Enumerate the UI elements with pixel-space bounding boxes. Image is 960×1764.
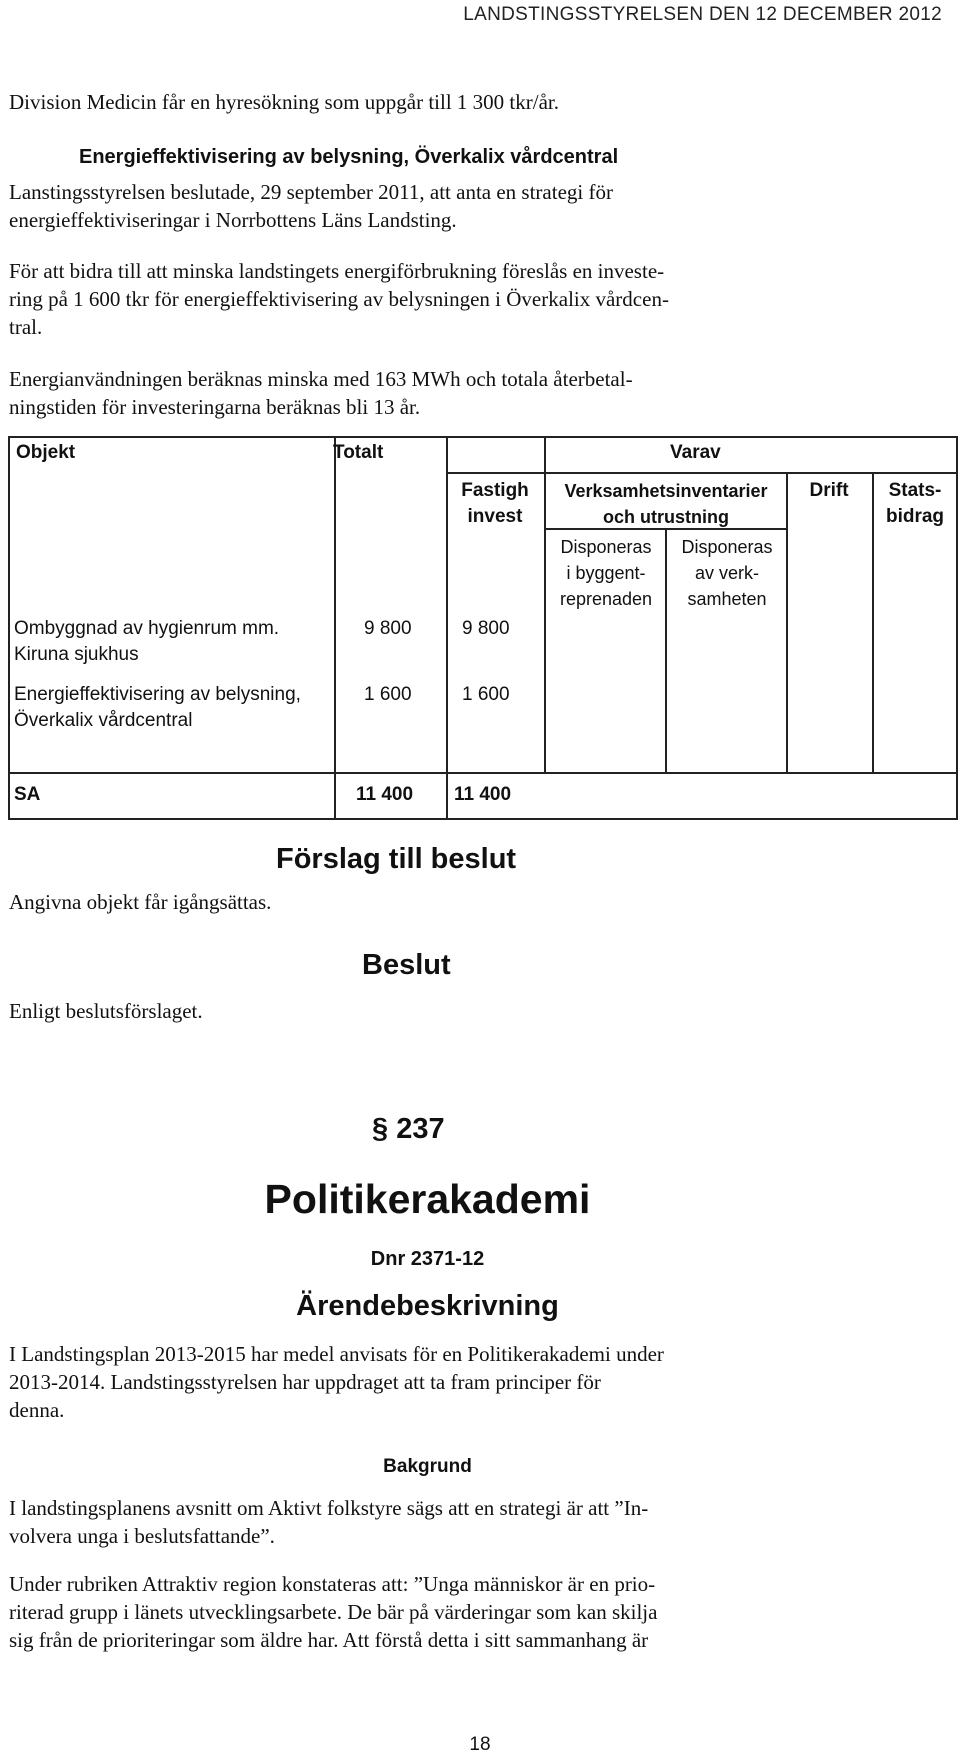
col-header-statsbidrag bbox=[872, 478, 958, 530]
paragraph bbox=[9, 257, 809, 341]
page-title: Politikerakademi bbox=[264, 1176, 591, 1222]
cell-line: Ombyggnad av hygienrum mm. bbox=[14, 618, 280, 639]
header-line: Disponeras bbox=[681, 537, 773, 557]
paragraph-line: För att bidra till att minska landstingets energiförbrukning föreslås en investe- bbox=[9, 259, 665, 283]
page-number: 18 bbox=[469, 1734, 491, 1755]
col-header-fastigh-invest bbox=[446, 478, 544, 530]
budget-table bbox=[8, 436, 958, 820]
header-line: Verksamhetsinventarier bbox=[564, 481, 768, 501]
bakgrund-heading: Bakgrund bbox=[383, 1456, 472, 1477]
paragraph bbox=[9, 1340, 809, 1424]
table-sum-totalt: 11 400 bbox=[356, 784, 414, 805]
header-line: invest bbox=[467, 506, 523, 527]
table-row-totalt: 1 600 bbox=[364, 684, 412, 705]
paragraph bbox=[9, 1570, 809, 1654]
header-line: reprenaden bbox=[559, 589, 653, 609]
forslag-heading: Förslag till beslut bbox=[276, 843, 517, 875]
paragraph-line: ring på 1 600 tkr för energieffektivisering av belysningen i Överkalix vårdcen- bbox=[9, 287, 669, 311]
header-line: Fastigh bbox=[461, 480, 529, 501]
paragraph-line: Under rubriken Attraktiv region konstateras att: ”Unga människor är en prio- bbox=[9, 1572, 656, 1596]
section-heading: Energieffektivisering av belysning, Överkalix vårdcentral bbox=[79, 146, 619, 168]
paragraph-line: Energianvändningen beräknas minska med 163 MWh och totala återbetal- bbox=[9, 367, 633, 391]
paragraph-line: riterad grupp i länets utvecklingsarbete. De bär på värderingar som kan skilja bbox=[9, 1600, 658, 1624]
col-header-verksamhetsinventarier bbox=[546, 478, 786, 530]
paragraph-line: tral. bbox=[9, 315, 43, 339]
page-header: LANDSTINGSSTYRELSEN DEN 12 DECEMBER 2012 bbox=[463, 4, 942, 25]
table-row-fastigh: 1 600 bbox=[462, 684, 510, 705]
paragraph-line: sig från de prioriteringar som äldre har. Att förstå detta i sitt sammanhang är bbox=[9, 1628, 649, 1652]
paragraph-number-value: 237 bbox=[396, 1113, 445, 1145]
col-header-drift: Drift bbox=[809, 480, 849, 501]
header-line: av verk- bbox=[694, 563, 759, 583]
table-divider bbox=[786, 472, 788, 772]
header-line: i byggent- bbox=[566, 563, 646, 583]
table-sum-fastigh: 11 400 bbox=[454, 784, 512, 805]
col-header-disponeras-verksamheten bbox=[667, 534, 787, 612]
table-sum-label: SA bbox=[14, 784, 41, 805]
paragraph-line: I landstingsplanens avsnitt om Aktivt folkstyre sägs att en strategi är att ”In- bbox=[9, 1496, 649, 1520]
table-row-objekt bbox=[14, 616, 279, 668]
header-line: Stats- bbox=[888, 480, 942, 501]
table-row-fastigh: 9 800 bbox=[462, 618, 510, 639]
paragraph-sign-icon: § bbox=[372, 1113, 389, 1145]
header-line: samheten bbox=[687, 589, 767, 609]
paragraph-number bbox=[372, 1113, 445, 1146]
paragraph-line: ningstiden för investeringarna beräknas bli 13 år. bbox=[9, 395, 421, 419]
header-line: och utrustning bbox=[603, 507, 729, 527]
col-header-disponeras-byggentreprenaden bbox=[546, 534, 666, 612]
paragraph-line: Lanstingsstyrelsen beslutade, 29 september 2011, att anta en strategi för bbox=[9, 180, 613, 204]
intro-line: Division Medicin får en hyresökning som uppgår till 1 300 tkr/år. bbox=[9, 90, 559, 114]
cell-line: Överkalix vårdcentral bbox=[14, 710, 193, 731]
paragraph bbox=[9, 178, 809, 234]
subheading: Ärendebeskrivning bbox=[296, 1290, 559, 1322]
cell-line: Kiruna sjukhus bbox=[14, 644, 139, 665]
beslut-heading: Beslut bbox=[362, 949, 451, 981]
paragraph bbox=[9, 365, 809, 421]
col-header-totalt: Totalt bbox=[333, 442, 384, 463]
table-divider bbox=[334, 438, 336, 818]
dnr-label: Dnr 2371-12 bbox=[370, 1248, 485, 1270]
header-line: Disponeras bbox=[560, 537, 652, 557]
table-row-objekt bbox=[14, 682, 301, 734]
beslut-text: Enligt beslutsförslaget. bbox=[9, 999, 203, 1023]
col-header-objekt: Objekt bbox=[16, 442, 76, 463]
cell-line: Energieffektivisering av belysning, bbox=[14, 684, 301, 705]
paragraph-line: 2013-2014. Landstingsstyrelsen har uppdraget att ta fram principer för bbox=[9, 1370, 601, 1394]
table-divider bbox=[446, 472, 956, 474]
paragraph-line: volvera unga i beslutsfattande”. bbox=[9, 1524, 275, 1548]
header-line: bidrag bbox=[885, 506, 945, 527]
paragraph-line: I Landstingsplan 2013-2015 har medel anvisats för en Politikerakademi under bbox=[9, 1342, 664, 1366]
forslag-text: Angivna objekt får igångsättas. bbox=[9, 890, 272, 914]
table-divider bbox=[10, 772, 956, 774]
table-row-totalt: 9 800 bbox=[364, 618, 412, 639]
paragraph-line: denna. bbox=[9, 1398, 65, 1422]
paragraph bbox=[9, 1494, 809, 1550]
paragraph-line: energieffektiviseringar i Norrbottens Läns Landsting. bbox=[9, 208, 457, 232]
col-header-varav: Varav bbox=[670, 442, 721, 463]
